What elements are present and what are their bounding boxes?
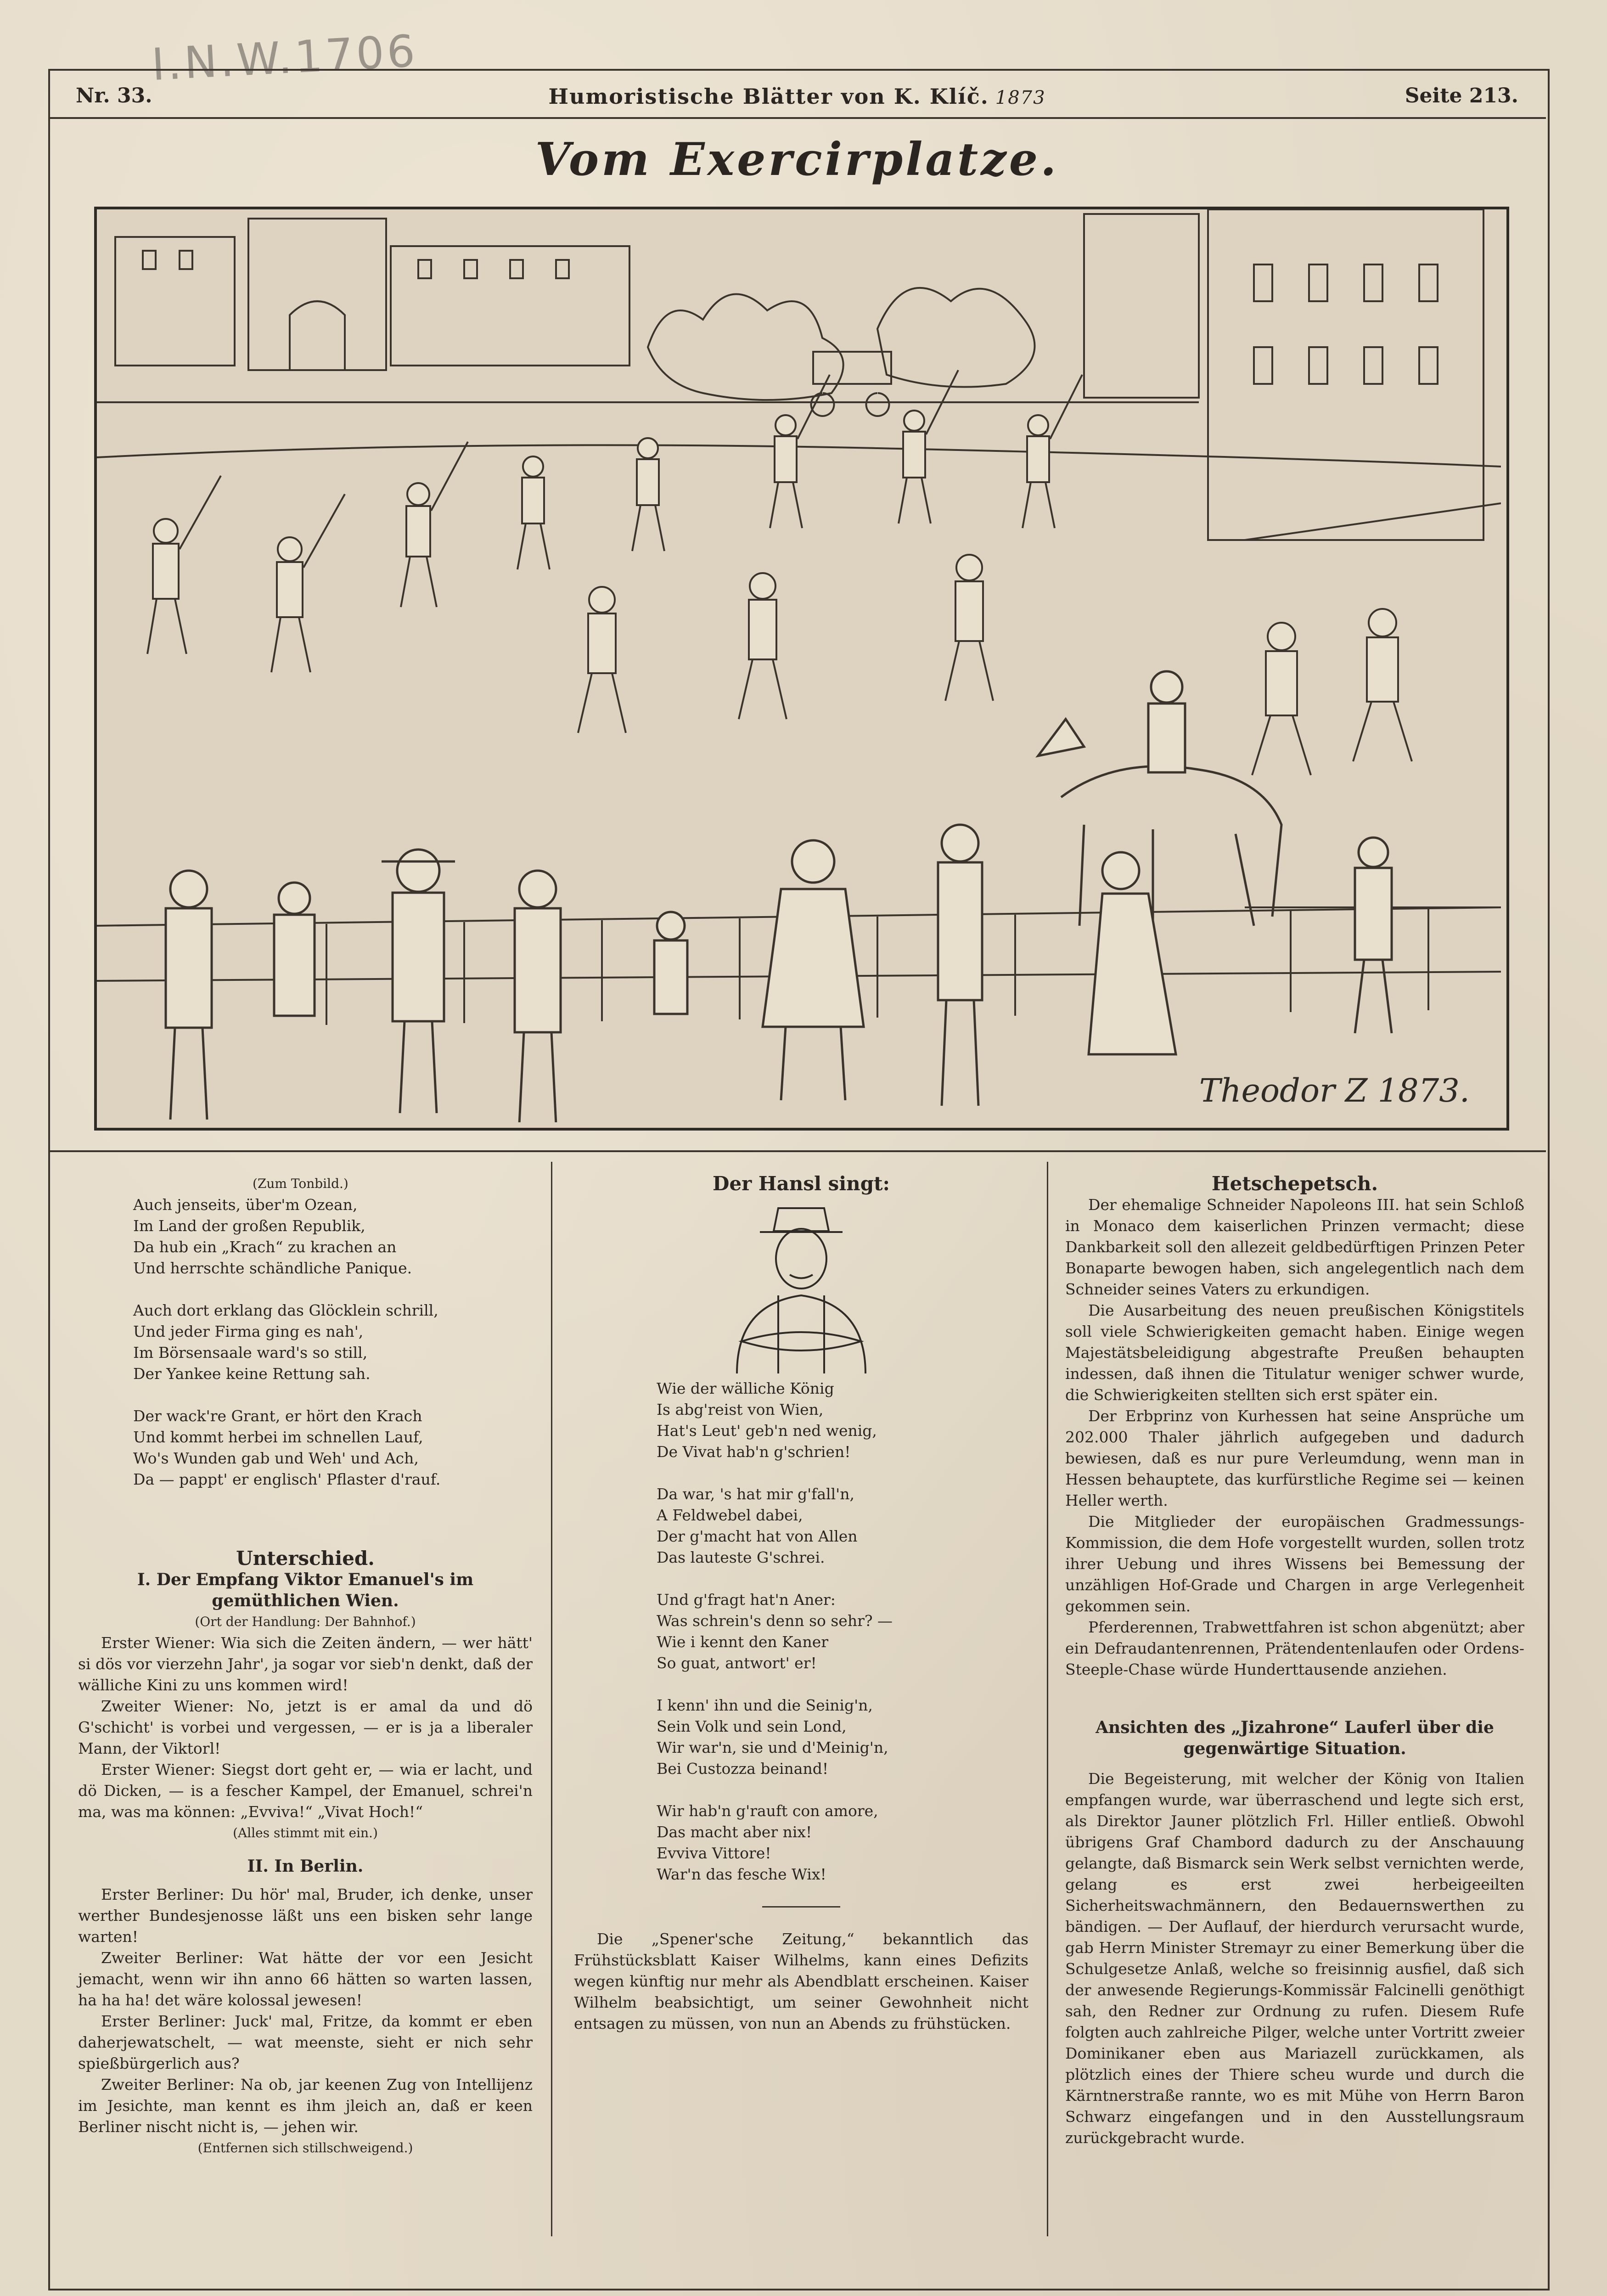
- news-item: Der Erbprinz von Kurhessen hat seine Ansprüche um 202.000 Thaler jährlich aufgegeben und dadurch bewiesen, daß es nur pure Verleumdung, wenn man in Hessen behauptete, das kurfürstliche Regime sei — keinen Heller werth.: [1065, 1407, 1524, 1509]
- stage-direction: (Alles stimmt mit ein.): [233, 1825, 378, 1840]
- poem: [78, 1194, 533, 1490]
- dialogue-line: Zweiter Berliner: Na ob, jar keenen Zug von Intellijenz im Jesichte, man kennt es ihm jleich an, daß er keen Berliner nischt nicht is, — jehen wir.: [78, 2076, 533, 2136]
- dialogue-line: Erster Berliner: Du hör' mal, Bruder, ich denke, unser werther Bundesjenosse läßt uns een bisken sehr lange warten!: [78, 1885, 533, 1946]
- verse-line: Wie der wälliche König: [657, 1379, 834, 1397]
- verse-line: Was schrein's denn so sehr? —: [657, 1612, 893, 1630]
- stanza: [133, 1300, 533, 1384]
- part2-heading: II. In Berlin.: [247, 1857, 364, 1876]
- hansl-heading: Der Hansl singt:: [713, 1172, 890, 1195]
- poem-tag: (Zum Tonbild.): [253, 1176, 348, 1191]
- column-left: [78, 1173, 533, 2159]
- news-item: Pferderennen, Trabwettfahren ist schon abgenützt; aber ein Defraudantenrennen, Prätendentenlaufen oder Ordens-Steeple-Chase würde Hunderttausende anziehen.: [1065, 1618, 1524, 1678]
- column-right: [1065, 1173, 1524, 2149]
- verse-line: Hat's Leut' geb'n ned wenig,: [657, 1422, 877, 1440]
- verse-line: So guat, antwort' er!: [657, 1654, 817, 1672]
- verse-line: Is abg'reist von Wien,: [657, 1401, 824, 1418]
- verse-line: Auch jenseits, über'm Ozean,: [133, 1196, 358, 1214]
- dialogue-line: Zweiter Wiener: No, jetzt is er amal da und dö G'schicht' is vorbei und vergessen, — er is ja a liberaler Mann, der Viktorl!: [78, 1697, 533, 1757]
- verse-line: Wo's Wunden gab und Weh' und Ach,: [133, 1449, 419, 1467]
- verse-line: Im Börsensaale ward's so still,: [133, 1344, 368, 1362]
- archway: [290, 301, 345, 370]
- spener-note: Die „Spener'sche Zeitung,“ bekanntlich das Frühstücksblatt Kaiser Wilhelms, kann eines Defizits wegen künftig nur mehr als Abendblatt erscheinen. Kaiser Wilhelm beabsichtigt, um seiner Gewohnheit nicht entsagen zu müssen, von nun an Abends zu frühstücken.: [574, 1930, 1028, 2032]
- column-middle: [574, 1173, 1028, 2034]
- verse-line: Wie i kennt den Kaner: [657, 1633, 829, 1651]
- verse-line: I kenn' ihn und die Seinig'n,: [657, 1696, 873, 1714]
- column-rule-2: [1047, 1162, 1048, 2236]
- artist-signature: Theodor Z 1873.: [1199, 1072, 1470, 1109]
- officer-on-horse: [1038, 671, 1281, 926]
- stanza: [657, 1484, 1028, 1568]
- carriage: [811, 352, 891, 416]
- column-rule-1: [551, 1162, 552, 2236]
- news-item: Die Mitglieder der europäischen Gradmessungs-Kommission, die dem Hofe vorgestellt wurden, sollen trotz ihrer Uebung und ihres Wissens bei Bemessung der unzähligen Hof-Grade und Chargen in arge Verlegenheit gekommen sein.: [1065, 1513, 1524, 1615]
- hetschepetsch-heading: Hetschepetsch.: [1211, 1172, 1378, 1195]
- unterschied-heading: Unterschied.: [236, 1547, 375, 1570]
- verse-line: Bei Custozza beinand!: [657, 1760, 829, 1778]
- verse-line: Das macht aber nix!: [657, 1823, 812, 1841]
- news-item: Der ehemalige Schneider Napoleons III. hat sein Schloß in Monaco dem kaiserlichen Prinzen vermacht; diese Dankbarkeit soll den allezeit geldbedürftigen Prinzen Peter Bonaparte bewogen haben, sich angelegentlich nach dem Schneider seines Vaters zu erkundigen.: [1065, 1196, 1524, 1298]
- verse-line: Evviva Vittore!: [657, 1844, 771, 1862]
- handwritten-year: 1873: [995, 87, 1046, 108]
- verse-line: De Vivat hab'n g'schrien!: [657, 1443, 851, 1461]
- verse-line: Wir war'n, sie und d'Meinig'n,: [657, 1739, 888, 1756]
- verse-line: Da — pappt' er englisch' Pflaster d'rauf.: [133, 1470, 441, 1488]
- section-divider: [48, 1150, 1546, 1152]
- verse-line: Und herrschte schändliche Panique.: [133, 1259, 412, 1277]
- verse-line: Wir hab'n g'rauft con amore,: [657, 1802, 878, 1820]
- stanza: [657, 1378, 1028, 1463]
- page-header: [48, 76, 1546, 119]
- publication-name: Humoristische Blätter von K. Klíč.: [548, 84, 989, 109]
- building-right: [1208, 209, 1483, 540]
- illustration-title: Vom Exercirplatze.: [535, 133, 1059, 186]
- verse-line: Und jeder Firma ging es nah',: [133, 1322, 364, 1340]
- part1-place: (Ort der Handlung: Der Bahnhof.): [195, 1614, 416, 1629]
- dialogue-line: Zweiter Berliner: Wat hätte der vor een Jesicht jemacht, wenn wir ihn anno 66 hätten so warten lassen, ha ha ha! det wäre kolossal jewesen!: [78, 1949, 533, 2009]
- stanza: [133, 1194, 533, 1279]
- dialogue-line: Erster Wiener: Wia sich die Zeiten ändern, — wer hätt' si dös vor vierzehn Jahr', ja sogar vor sieb'n denkt, daß der wälliche Kini zu uns kommen wird!: [78, 1634, 533, 1694]
- hansl-figure: [700, 1199, 902, 1373]
- pencil-inventory-note: I.N.W.1706: [150, 25, 419, 91]
- marching-soldiers: [147, 370, 1412, 775]
- verse-line: Der wack're Grant, er hört den Krach: [133, 1407, 422, 1425]
- dialogue-line: Erster Berliner: Juck' mal, Fritze, da kommt er eben daherjewatschelt, — wat meenste, sieht er nich sehr spießbürgerlich aus?: [78, 2012, 533, 2072]
- verse-line: Da hub ein „Krach“ zu krachen an: [133, 1238, 397, 1256]
- verse-line: Der Yankee keine Rettung sah.: [133, 1365, 371, 1383]
- issue-number: Nr. 33.: [76, 84, 152, 107]
- arms: [742, 1332, 861, 1351]
- ansichten-text: Die Begeisterung, mit welcher der König von Italien empfangen wurde, war überraschend und legte sich erst, als Direktor Jauner plötzlich Frl. Hiller entließ. Obwohl übrigens Graf Chambord dadurch zu der Anschauung gelangte, daß Bismarck sein Werk selbst vernichten werde, gelang es erst zwei herbeigeeilten Sicherheitswachmännern, den Bedauernswerthen zu bändigen. — Der Auflauf, der hierdurch verursacht wurde, gab Herrn Minister Stremayr zu einer Bemerkung über die Schulgesetze Anlaß, welche so freisinnig ausfiel, daß sich der anwesende Regierungs-Kommissär Falcinelli genöthigt sah, den Redner zur Ordnung zu rufen. Diesem Rufe folgten auch zahlreiche Pilger, welche unter Vortritt zweier Dominikaner eben aus Mariazell zurückkamen, als plötzlich eines der Thiere scheu wurde und durch die Kärntnerstraße rannte, wo es mit Mühe von Herrn Baron Schwarz eingefangen und in den Ausstellungsraum zurückgebracht wurde.: [1065, 1770, 1524, 2147]
- divider: [762, 1906, 840, 1908]
- verse-line: Sein Volk und sein Lond,: [657, 1717, 847, 1735]
- verse-line: Da war, 's hat mir g'fall'n,: [657, 1485, 854, 1503]
- stage-direction: (Entfernen sich stillschweigend.): [197, 2140, 413, 2155]
- part1-heading: I. Der Empfang Viktor Emanuel's im gemüthlichen Wien.: [137, 1570, 474, 1610]
- head: [776, 1229, 826, 1289]
- shoulders: [737, 1295, 865, 1373]
- news-item: Die Ausarbeitung des neuen preußischen Königstitels soll viele Schwierigkeiten gemacht haben. Einige wegen Majestätsbeleidigung abgestrafte Preußen behaupten indessen, daß ihnen die Titulatur weniger schwer wurde, die Schwierigkeiten stellten sich erst später ein.: [1065, 1301, 1524, 1404]
- hansl-portrait: [574, 1194, 1028, 1378]
- tower-right: [1084, 214, 1199, 398]
- building-left: [115, 237, 235, 366]
- hansl-song: [574, 1378, 1028, 1885]
- verse-line: Der g'macht hat von Allen: [657, 1527, 858, 1545]
- page-number: Seite 213.: [1405, 84, 1518, 107]
- illustration-drawing: [97, 209, 1501, 1122]
- verse-line: Das lauteste G'schrei.: [657, 1548, 825, 1566]
- ansichten-heading: Ansichten des „Jizahrone“ Lauferl über die gegenwärtige Situation.: [1096, 1718, 1494, 1758]
- building-gate: [248, 219, 386, 370]
- parade-ground-illustration: [94, 207, 1509, 1131]
- verse-line: Auch dort erklang das Glöcklein schrill,: [133, 1301, 438, 1319]
- publication-title: [48, 84, 1546, 109]
- stanza: [657, 1801, 1028, 1885]
- verse-line: Und kommt herbei im schnellen Lauf,: [133, 1428, 423, 1446]
- verse-line: A Feldwebel dabei,: [657, 1506, 803, 1524]
- dialogue-line: Erster Wiener: Siegst dort geht er, — wia er lacht, und dö Dicken, — is a fescher Kampel, der Emanuel, schrei'n ma, was ma können: „Evviva!“ „Vivat Hoch!“: [78, 1761, 533, 1821]
- verse-line: Und g'fragt hat'n Aner:: [657, 1591, 836, 1609]
- stanza: [657, 1589, 1028, 1674]
- stanza: [657, 1695, 1028, 1779]
- stanza: [133, 1406, 533, 1490]
- verse-line: Im Land der großen Republik,: [133, 1217, 365, 1235]
- verse-line: War'n das fesche Wix!: [657, 1865, 826, 1883]
